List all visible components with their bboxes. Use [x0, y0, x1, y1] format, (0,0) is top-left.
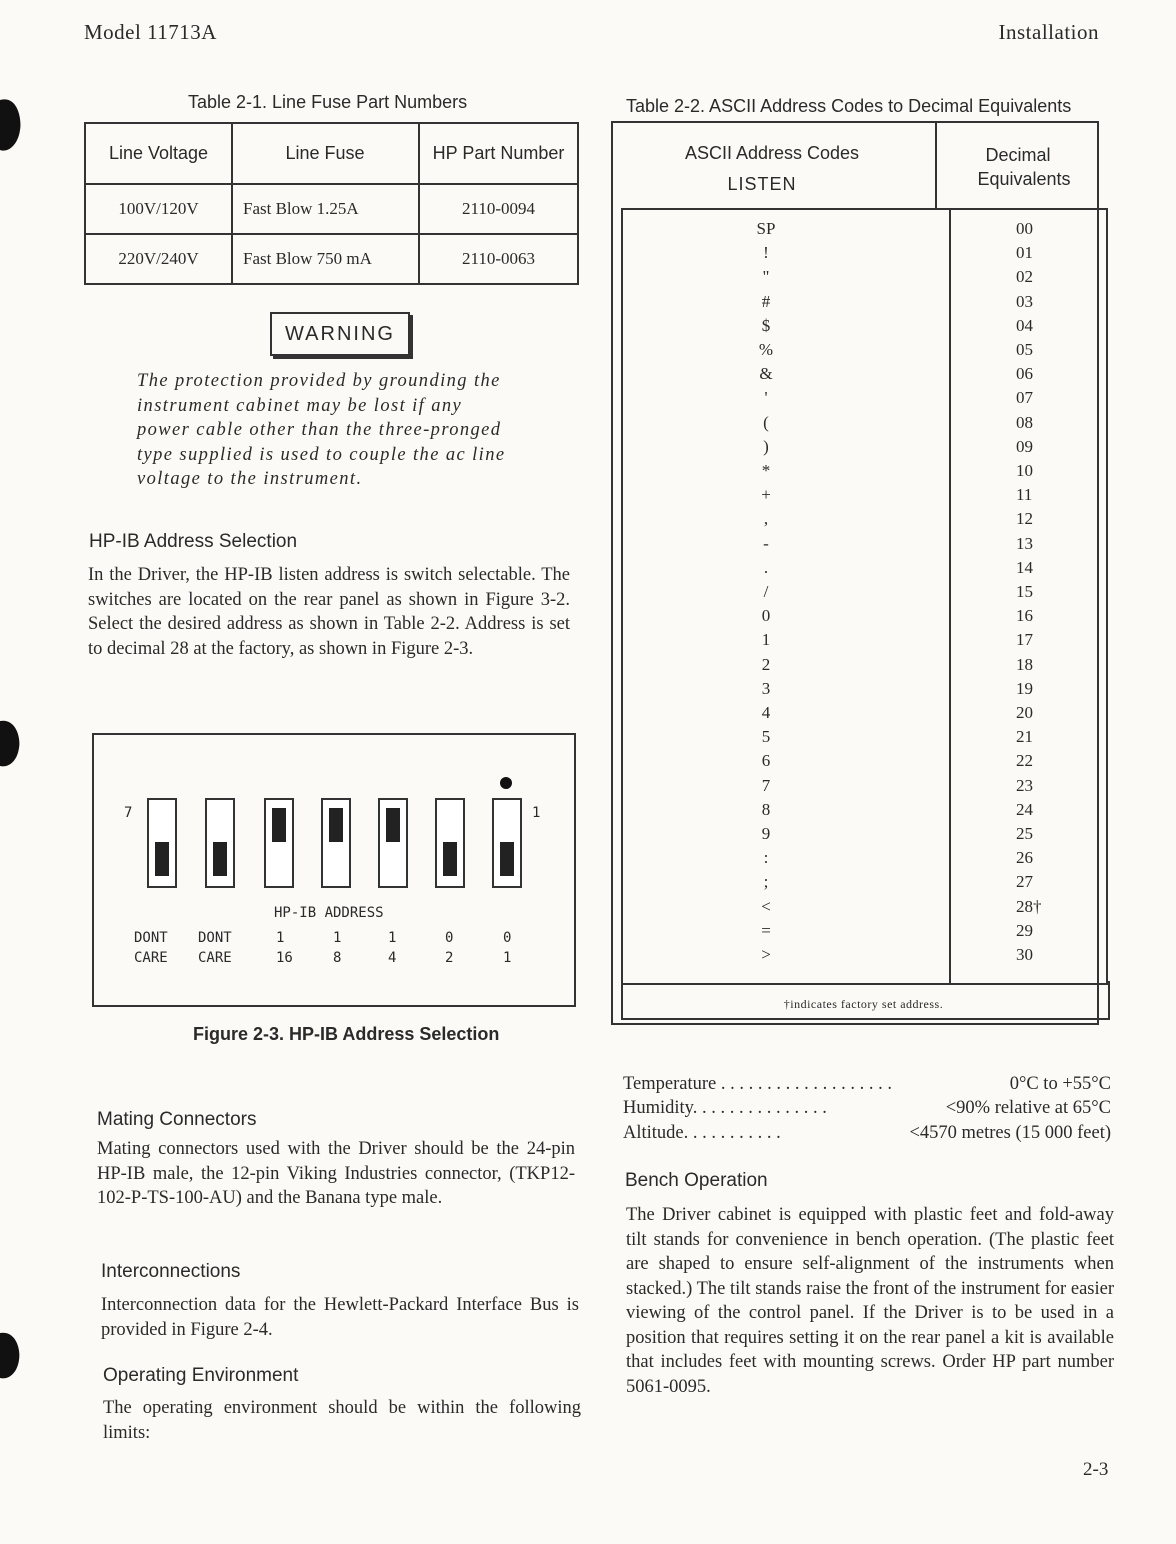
spec-value: <90% relative at 65°C: [945, 1098, 1111, 1118]
decimal-value: 30: [1016, 945, 1033, 964]
ascii-code: 0: [761, 606, 771, 626]
environment-heading: Operating Environment: [103, 1365, 299, 1386]
ascii-code: (: [763, 412, 769, 432]
dip-switch: [492, 798, 522, 888]
warning-text: The protection provided by grounding the instrument cabinet may be lost if any power cable other than the three-pronged type supplied is used to couple the ac line voltage to the instrument.: [137, 371, 506, 489]
table-row: [85, 184, 578, 234]
decimal-value: 21: [1016, 727, 1033, 747]
table-cell: 220V/240V: [85, 234, 232, 284]
table-cell: 2110-0063: [419, 234, 578, 284]
ascii-code: 2: [761, 654, 771, 674]
switch-knob: [500, 842, 514, 876]
ascii-code: 5: [761, 727, 771, 747]
ascii-code: ,: [763, 509, 769, 529]
column-header: Decimal: [985, 145, 1051, 165]
table-2-2-caption: Table 2-2. ASCII Address Codes to Decimal Equivalents: [626, 96, 1072, 116]
column-header: Equivalents: [977, 169, 1071, 189]
spec-row: [623, 1121, 1111, 1146]
decimal-value: 09: [1016, 436, 1033, 456]
ascii-code: /: [763, 582, 769, 601]
switch-label: CARE: [198, 950, 232, 966]
switch-label: CARE: [134, 950, 168, 966]
decimal-value: 23: [1016, 775, 1033, 795]
mating-heading: Mating Connectors: [97, 1109, 257, 1130]
decimal-value: 19: [1016, 678, 1033, 698]
switch-knob: [443, 842, 457, 876]
table-cell: Fast Blow 1.25A: [232, 184, 419, 234]
switch-label: 4: [388, 950, 397, 966]
column-header: LISTEN: [727, 174, 797, 194]
ascii-code: 8: [761, 799, 771, 819]
ascii-code: %: [758, 340, 774, 359]
ascii-code: 1: [761, 630, 771, 650]
column-divider: [935, 121, 937, 209]
address-switch-figure: [92, 733, 576, 1007]
switch-knob: [329, 808, 343, 842]
ascii-code: -: [763, 533, 769, 553]
decimal-value: 02: [1016, 267, 1033, 287]
ascii-code: 9: [761, 824, 771, 843]
table-2-1-caption: Table 2-1. Line Fuse Part Numbers: [188, 92, 468, 112]
warning-label: WARNING: [270, 312, 410, 356]
switch-label: 1: [388, 930, 397, 946]
spec-value: <4570 metres (15 000 feet): [909, 1123, 1111, 1143]
decimal-value: 01: [1016, 243, 1033, 263]
decimal-value: 14: [1016, 557, 1033, 577]
dip-switch: [264, 798, 294, 888]
switch-label: 1: [503, 950, 512, 966]
switch-label: 0: [503, 930, 512, 946]
ascii-code: ;: [763, 872, 769, 892]
ascii-code: 3: [761, 678, 771, 698]
ascii-code: 6: [761, 751, 771, 771]
decimal-value: 07: [1016, 388, 1033, 408]
environment-text: The operating environment should be within the following limits:: [103, 1398, 581, 1443]
binder-hole-mark: [0, 1330, 22, 1382]
ascii-code: .: [763, 557, 769, 577]
decimal-value: 24: [1016, 799, 1033, 819]
ascii-code: $: [761, 315, 771, 335]
decimal-value: 20: [1016, 703, 1033, 722]
ascii-code: +: [761, 485, 771, 505]
figure-2-3-caption: Figure 2-3. HP-IB Address Selection: [193, 1024, 500, 1044]
spec-dots: . . . . . . . . . . . . . . .: [692, 1098, 827, 1118]
decimal-value: 04: [1016, 315, 1033, 335]
dip-switch: [321, 798, 351, 888]
ascii-code: ': [764, 388, 768, 408]
spec-label: Humidity: [623, 1098, 693, 1118]
switch-label: 8: [333, 950, 342, 966]
spec-row: [623, 1096, 1111, 1121]
switch-label: 1: [333, 930, 342, 946]
decimal-value: 18: [1016, 654, 1033, 674]
decimal-value: 28†: [1016, 896, 1042, 916]
header-section: Installation: [998, 20, 1099, 44]
dip-switch: [378, 798, 408, 888]
switch-number-right: 1: [532, 805, 541, 821]
ascii-code: 4: [761, 703, 771, 722]
hpib-text: In the Driver, the HP-IB listen address is switch selectable. The switches are located on the rear panel as shown in Figure 3-2. Select the desired address as shown in Table 2-2. Address is set to decimal 28 at the factory, as shown in Figure 2-3.: [88, 565, 570, 659]
ascii-code: ": [762, 267, 770, 287]
figure-title: HP-IB ADDRESS: [274, 905, 384, 921]
line-fuse-table: [84, 122, 579, 285]
decimal-value: 03: [1016, 291, 1033, 311]
ascii-code: !: [763, 243, 769, 263]
dip-switch: [435, 798, 465, 888]
switch-one-marker: [500, 777, 512, 789]
ascii-code: >: [761, 945, 771, 964]
ascii-code: SP: [756, 219, 776, 238]
decimal-value: 08: [1016, 412, 1033, 432]
decimal-value: 25: [1016, 824, 1033, 843]
table-cell: Fast Blow 750 mA: [232, 234, 419, 284]
header-model: Model 11713A: [84, 20, 217, 44]
ascii-code: =: [761, 920, 771, 940]
decimal-value: 29: [1016, 920, 1033, 940]
dip-switch: [205, 798, 235, 888]
column-header: Line Voltage: [85, 123, 232, 184]
table-footnote: †indicates factory set address.: [783, 997, 944, 1011]
spec-dots: . . . . . . . . . . . . . . . . . . .: [716, 1074, 892, 1094]
interconnections-heading: Interconnections: [101, 1261, 241, 1282]
decimal-value: 15: [1016, 582, 1033, 601]
ascii-code: :: [763, 848, 769, 868]
ascii-code: 7: [761, 775, 771, 795]
decimal-value: 26: [1016, 848, 1033, 868]
dip-switch: [147, 798, 177, 888]
bench-heading: Bench Operation: [625, 1170, 768, 1191]
ascii-code: <: [761, 896, 771, 916]
table-cell: 100V/120V: [85, 184, 232, 234]
switch-label: 1: [276, 930, 285, 946]
hpib-heading: HP-IB Address Selection: [89, 531, 298, 552]
switch-label: DONT: [134, 930, 168, 946]
column-header: HP Part Number: [419, 123, 578, 184]
decimal-value: 05: [1016, 340, 1033, 359]
switch-number-left: 7: [124, 805, 133, 821]
spec-label: Temperature: [623, 1074, 717, 1094]
ascii-code: &: [759, 364, 773, 384]
mating-text: Mating connectors used with the Driver should be the 24-pin HP-IB male, the 12-pin Viking Industries connector, (TKP12-102-P-TS-100-AU) and the Banana type male.: [97, 1139, 575, 1208]
decimal-value: 22: [1016, 751, 1033, 771]
decimal-value: 10: [1016, 461, 1033, 480]
column-header: Line Fuse: [232, 123, 419, 184]
decimal-value: 27: [1016, 872, 1033, 892]
interconnections-text: Interconnection data for the Hewlett-Packard Interface Bus is provided in Figure 2-4.: [101, 1295, 579, 1340]
decimal-value: 06: [1016, 364, 1033, 384]
table-cell: 2110-0094: [419, 184, 578, 234]
switch-label: 2: [445, 950, 454, 966]
spec-label: Altitude: [623, 1123, 684, 1143]
column-header: ASCII Address Codes: [684, 143, 860, 163]
decimal-value: 12: [1016, 509, 1033, 529]
decimal-value: 17: [1016, 630, 1033, 650]
switch-knob: [155, 842, 169, 876]
switch-knob: [386, 808, 400, 842]
binder-hole-mark: [0, 95, 22, 155]
switch-knob: [272, 808, 286, 842]
decimal-value: 13: [1016, 533, 1033, 553]
switch-knob: [213, 842, 227, 876]
page-number: 2-3: [1083, 1459, 1109, 1480]
ascii-code: #: [761, 291, 771, 311]
decimal-value: 11: [1016, 485, 1033, 505]
ascii-code: ): [763, 436, 769, 456]
switch-label: 16: [276, 950, 293, 966]
bench-text: The Driver cabinet is equipped with plastic feet and fold-away tilt stands for convenience in bench operation. (The plastic feet are shaped to ensure self-alignment of the instruments when stacked.) The tilt stands raise the front of the instrument for easier viewing of the control panel. If the Driver is to be used in a position that requires setting it on the rear panel a kit is available that includes feet with mounting screws. Order HP part number 5061-0095.: [626, 1205, 1114, 1397]
decimal-value: 16: [1016, 606, 1033, 626]
spec-row: [623, 1072, 1111, 1097]
switch-label: DONT: [198, 930, 232, 946]
table-row: [85, 234, 578, 284]
decimal-value: 00: [1016, 219, 1033, 238]
switch-label: 0: [445, 930, 454, 946]
spec-dots: . . . . . . . . . . .: [683, 1123, 781, 1143]
binder-hole-mark: [0, 718, 22, 770]
spec-value: 0°C to +55°C: [1009, 1074, 1111, 1094]
ascii-code: *: [761, 461, 771, 480]
